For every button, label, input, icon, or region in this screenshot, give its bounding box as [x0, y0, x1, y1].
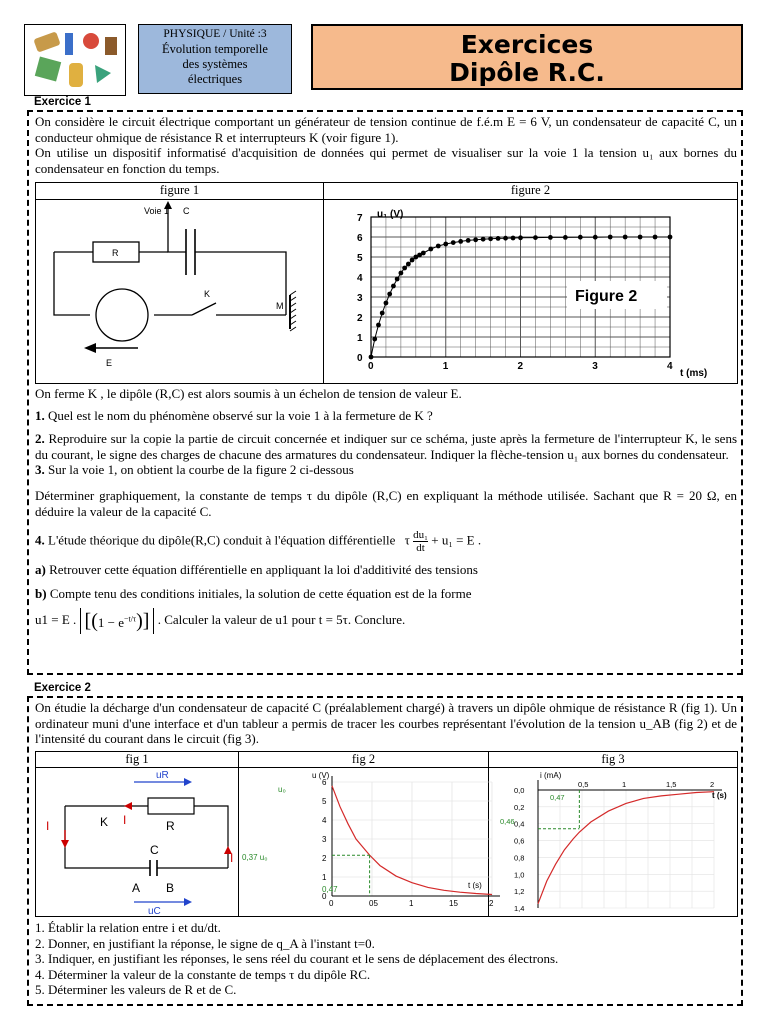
- question-text: Retrouver cette équation différentielle en appliquant la loi d'additivité des tensions: [49, 562, 478, 578]
- data-point: [638, 235, 643, 240]
- data-point: [563, 235, 568, 240]
- data-point: [473, 237, 478, 242]
- formula-end: . Calculer la valeur de u1 pour t = 5τ. Conclure.: [157, 612, 406, 628]
- question-3: [35, 462, 737, 478]
- y-tick-label: 4: [357, 273, 363, 284]
- figure-table-2: [35, 751, 738, 917]
- exercise-2-box: [27, 696, 743, 1006]
- x-tick-label: 1,5: [666, 780, 677, 789]
- data-point: [653, 235, 658, 240]
- eq-tau: τ: [404, 532, 410, 548]
- fig-3-caption: fig 3: [489, 752, 737, 768]
- data-point: [511, 236, 516, 241]
- data-point: [623, 235, 628, 240]
- x-tick-label: 2: [710, 780, 715, 789]
- y-axis-label: i (mA): [540, 771, 562, 780]
- data-point: [421, 251, 426, 256]
- eq-numerator: du₁: [413, 529, 428, 542]
- x-axis-label: t (s): [468, 881, 482, 890]
- differential-equation: [405, 529, 481, 554]
- data-point: [376, 323, 381, 328]
- y-tick-label: 3: [322, 835, 327, 844]
- ex2-question: 5. Déterminer les valeurs de R et de C.: [35, 982, 237, 997]
- point-a-label: A: [132, 881, 141, 895]
- data-point: [380, 311, 385, 316]
- data-point: [399, 271, 404, 276]
- data-point: [387, 292, 392, 297]
- unit-box: [138, 24, 292, 94]
- ur-label: uR: [156, 770, 169, 781]
- question-number: 1.: [35, 407, 45, 423]
- tau-label: 0,47: [322, 885, 338, 894]
- y-tick-label: 3: [357, 293, 363, 304]
- y-tick-label: 0,8: [514, 853, 525, 863]
- y-tick-label: 6: [322, 778, 327, 787]
- data-point: [402, 266, 407, 271]
- uc-label: uC: [148, 906, 161, 917]
- title-line: Dipôle R.C.: [449, 58, 605, 87]
- question-number: b): [35, 585, 47, 601]
- y-axis-label: u (V): [312, 771, 330, 780]
- unit-subject: PHYSIQUE / Unité :3: [163, 28, 267, 40]
- figure-1-caption: figure 1: [36, 183, 324, 200]
- voltage-decay-chart: [240, 768, 494, 916]
- x-tick-label: 4: [667, 361, 673, 372]
- y-tick-label: 0: [357, 353, 363, 364]
- figure-2-caption: figure 2: [324, 183, 737, 200]
- data-point: [668, 235, 673, 240]
- data-point: [533, 235, 538, 240]
- switch-label: K: [204, 289, 211, 299]
- data-point: [488, 236, 493, 241]
- x-tick-label: 0: [368, 361, 374, 372]
- y-tick-label: 1,4: [514, 904, 525, 913]
- unit-logo: [24, 24, 126, 96]
- ex1-step-text: On ferme K , le dipôle (R,C) est alors soumis à un échelon de tension de valeur E.: [35, 386, 462, 401]
- y-tick-label: 6: [357, 233, 363, 244]
- question-number: a): [35, 562, 46, 578]
- formula-bracket: $[(1 - e^{-t/\tau})]$: [80, 608, 155, 634]
- data-point: [451, 240, 456, 245]
- data-point: [466, 238, 471, 243]
- page-title: [311, 24, 743, 90]
- unit-title-line: Évolution temporelle: [162, 42, 268, 56]
- u037-label: 0,37 u₀: [242, 853, 268, 862]
- y-tick-label: 0,2: [514, 802, 525, 812]
- question-4a: [35, 562, 737, 578]
- y-tick-label: 0,4: [514, 819, 525, 829]
- unit-title-line: électriques: [187, 72, 243, 86]
- chart-figure-label: Figure 2: [575, 288, 638, 305]
- ex2-question: 2. Donner, en justifiant la réponse, le signe de q_A à l'instant t=0.: [35, 935, 375, 951]
- data-point: [458, 239, 463, 244]
- question-4b: [35, 586, 737, 602]
- x-tick-label: 1: [442, 361, 449, 372]
- data-point: [410, 258, 415, 263]
- y-tick-label: 0,6: [514, 836, 525, 846]
- x-tick-label: 2: [489, 899, 494, 908]
- unit-title-line: des systèmes: [182, 57, 248, 71]
- current-label: I: [123, 813, 127, 827]
- question-text: Compte tenu des conditions initiales, la solution de cette équation est de la forme: [49, 585, 472, 601]
- x-tick-label: 05: [369, 899, 378, 908]
- data-point: [518, 235, 523, 240]
- x-axis-label: t (ms): [680, 368, 708, 379]
- resistor-label: R: [166, 819, 175, 833]
- ex2-question: 3. Indiquer, en justifiant les réponses, le sens réel du courant et le sens de déplacement des électrons.: [35, 951, 559, 966]
- x-tick-label: 15: [449, 899, 458, 908]
- question-number: 2.: [35, 431, 45, 447]
- generator-label: E: [106, 358, 113, 368]
- question-2: [35, 431, 737, 462]
- question-number: 3.: [35, 462, 45, 478]
- data-point: [406, 262, 411, 267]
- x-tick-label: 3: [592, 361, 598, 372]
- question-3-detail: Déterminer graphiquement, la constante de temps τ du dipôle (R,C) en expliquant la méthode utilisée. Sachant que R = 20 Ω, en déduire la valeur de la capacité C.: [35, 487, 737, 519]
- y-tick-label: 4: [322, 816, 327, 825]
- data-point: [578, 235, 583, 240]
- data-point: [384, 301, 389, 306]
- data-point: [369, 355, 374, 360]
- generator-e: [96, 289, 148, 341]
- data-point: [608, 235, 613, 240]
- exercise-2-label: Exercice 2: [34, 682, 91, 694]
- figure-table: [35, 182, 738, 384]
- question-text: Sur la voie 1, on obtient la courbe de la figure 2 ci-dessous: [48, 462, 354, 478]
- question-number: 4.: [35, 532, 45, 548]
- tau-label: 0,47: [550, 793, 565, 802]
- question-text: L'étude théorique du dipôle(R,C) conduit à l'équation différentielle: [48, 532, 396, 548]
- switch-label: K: [100, 815, 109, 829]
- question-1: [35, 408, 737, 424]
- y-tick-label: 0,0: [514, 786, 525, 795]
- ex2-intro-paragraph: On étudie la décharge d'un condensateur de capacité C (préalablement chargé) à travers un dipôle ohmique de résistance R (fig 1). Un ordinateur muni d'une interface et d'un tableur a permis de tracer les courbes représentant l'évolution de la tension u_AB (fig 2) et de l'intensité du courant dans le circuit (fig 3).: [35, 700, 737, 747]
- ex1-intro-paragraph: On utilise un dispositif informatisé d'acquisition de données qui permet de visualiser sur la voie 1 la tension u₁ aux bornes du condensateur en fonction du temps.: [35, 145, 737, 176]
- current-label: I: [46, 819, 50, 833]
- data-point: [443, 242, 448, 247]
- y-tick-label: 5: [357, 253, 363, 264]
- fig-2-caption: fig 2: [239, 752, 489, 768]
- title-line: Exercices: [460, 30, 594, 59]
- y-tick-label: 2: [322, 854, 327, 863]
- data-point: [593, 235, 598, 240]
- exercise-1-box: [27, 110, 743, 675]
- circuit-diagram-figure-1: [38, 201, 321, 383]
- fig-1-caption: fig 1: [36, 752, 239, 768]
- x-axis-label: t (s): [712, 791, 727, 800]
- eq-denominator: dt: [416, 542, 425, 555]
- current-label: I: [230, 851, 234, 865]
- y-tick-label: 7: [357, 213, 363, 224]
- ex2-question: 4. Déterminer la valeur de la constante de temps τ du dipôle RC.: [35, 966, 371, 982]
- formula-start: u1 = E .: [35, 612, 77, 628]
- resistor-r: [148, 798, 194, 814]
- current-decay-chart: [490, 768, 736, 916]
- data-point: [496, 236, 501, 241]
- capacitor-label: C: [183, 206, 190, 216]
- i-at-tau-label: 0,46: [500, 817, 515, 826]
- x-tick-label: 0,5: [578, 780, 589, 789]
- question-4b-formula: [35, 605, 737, 635]
- x-tick-label: 0: [329, 899, 334, 908]
- data-point: [391, 284, 396, 289]
- question-text: Reproduire sur la copie la partie de circuit concernée et indiquer sur ce schéma, juste après la fermeture de l'interrupteur K, le sens du courant, le signe des charges de chacune des armatures du condensateur. Indiquer la flèche-tension u₁ aux bornes du condensateur.: [35, 431, 738, 462]
- x-tick-label: 1: [409, 899, 414, 908]
- capacitor-c: [150, 860, 157, 876]
- data-point: [548, 235, 553, 240]
- voie-1-label: Voie 1: [144, 206, 170, 216]
- ex2-question-list: [35, 920, 737, 998]
- resistor-label: R: [112, 248, 119, 258]
- ex2-question: 1. Établir la relation entre i et du/dt.: [35, 920, 221, 935]
- data-point: [372, 337, 377, 342]
- u0-label: u₀: [278, 785, 286, 794]
- divider: [323, 200, 324, 383]
- ex1-intro-paragraph: On considère le circuit électrique comportant un générateur de tension continue de f.é.m E = 6 V, un condensateur de capacité C, un conducteur ohmique de résistance R et interrupteurs K (voir figure 1).: [35, 114, 737, 145]
- charge-curve-chart: [325, 201, 737, 383]
- y-tick-label: 1: [322, 873, 327, 882]
- electronics-logo-icon: [25, 25, 125, 95]
- data-point: [503, 236, 508, 241]
- y-tick-label: 1,0: [514, 870, 525, 880]
- data-point: [395, 277, 400, 282]
- data-point: [428, 247, 433, 252]
- capacitor-c: [186, 229, 195, 275]
- divider: [238, 768, 239, 916]
- data-point: [436, 244, 441, 249]
- data-point: [481, 237, 486, 242]
- capacitor-label: C: [150, 843, 159, 857]
- y-tick-label: 1: [357, 333, 363, 344]
- y-tick-label: 0: [322, 892, 327, 901]
- exercise-1-label: Exercice 1: [34, 96, 91, 108]
- question-4: [35, 529, 737, 554]
- eq-rest: + u₁ = E .: [431, 532, 482, 548]
- point-b-label: B: [166, 881, 175, 895]
- discharge-circuit-diagram: [38, 768, 236, 916]
- y-tick-label: 2: [357, 313, 363, 324]
- x-tick-label: 1: [622, 780, 627, 789]
- ground-label: M: [276, 301, 284, 311]
- x-tick-label: 2: [517, 361, 524, 372]
- y-axis-label: u₁ (V): [377, 209, 404, 220]
- y-tick-label: 1,2: [514, 887, 525, 897]
- y-tick-label: 5: [322, 797, 327, 806]
- question-text: Quel est le nom du phénomène observé sur la voie 1 à la fermeture de K ?: [48, 407, 433, 423]
